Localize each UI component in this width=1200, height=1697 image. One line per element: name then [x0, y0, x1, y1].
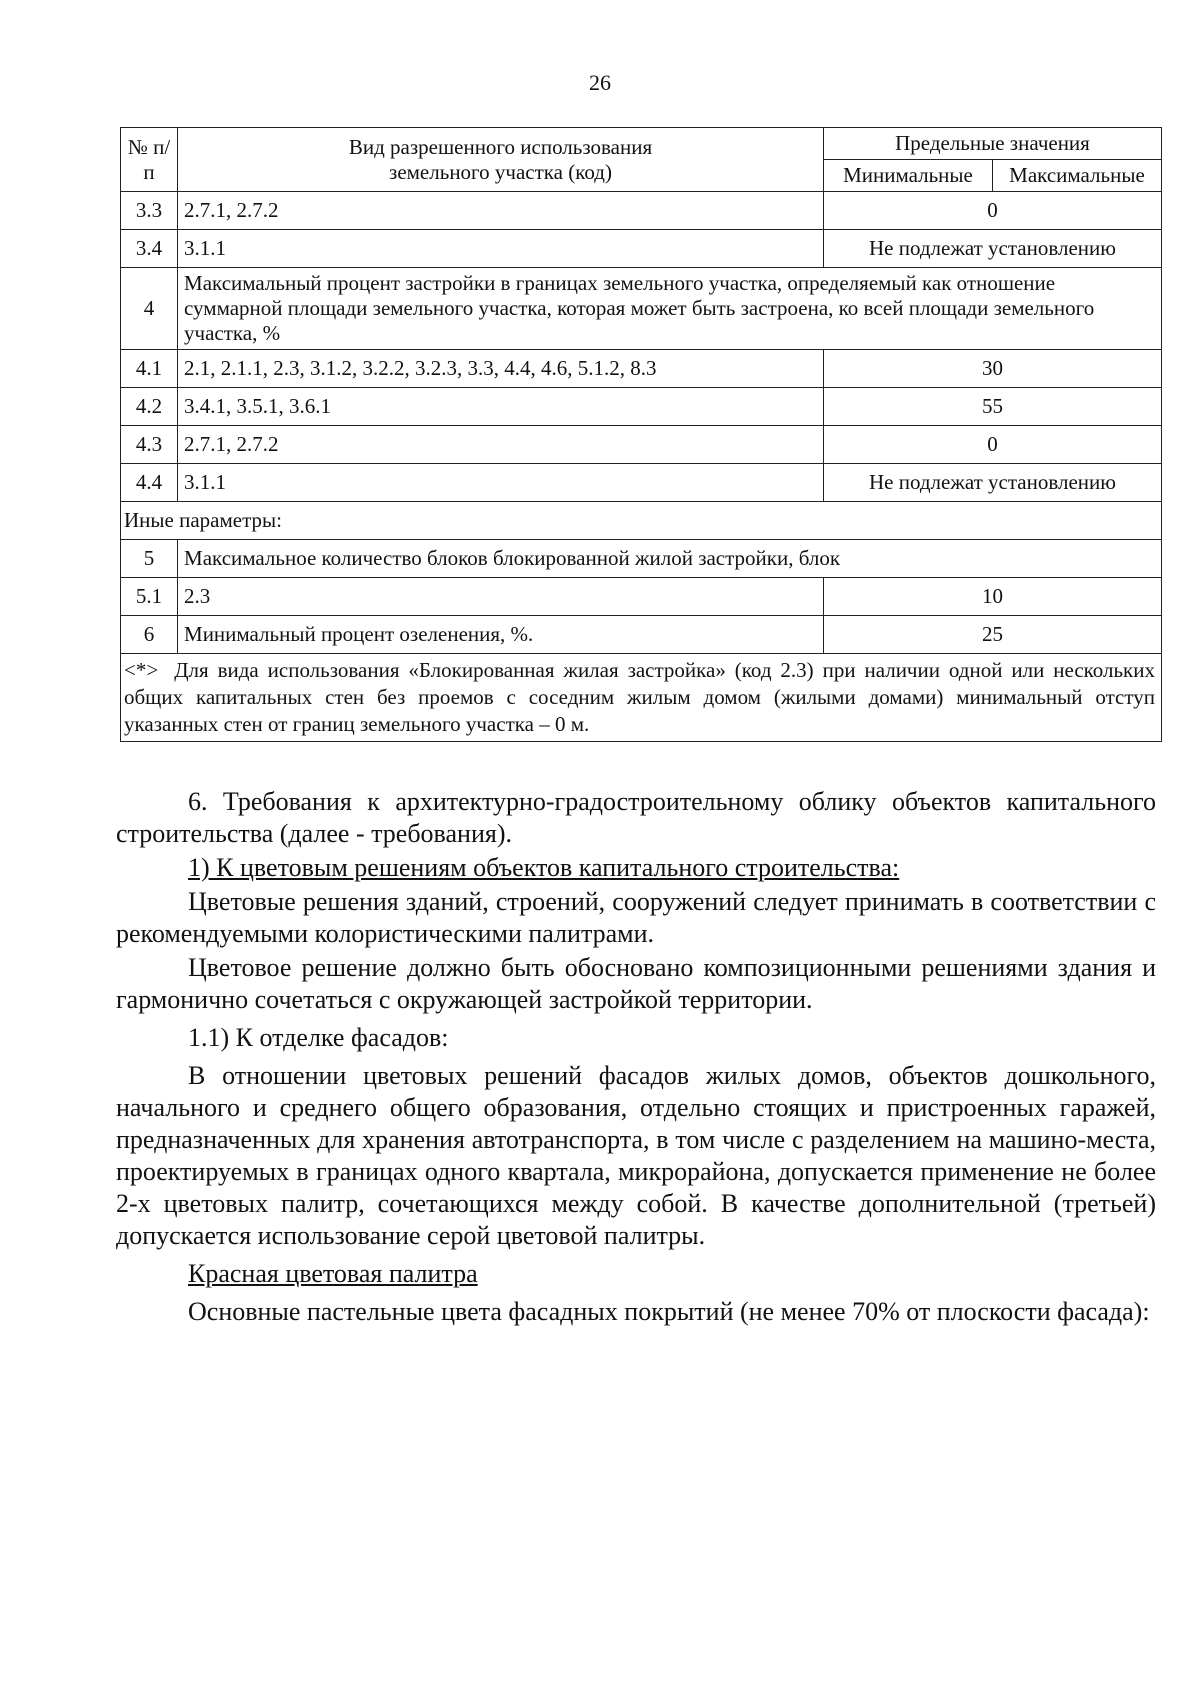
header-min: Минимальные: [823, 160, 992, 192]
header-limits: Предельные значения: [823, 128, 1161, 160]
parameters-table: [120, 127, 1162, 742]
table-row: [121, 192, 1162, 230]
row-value: 55: [823, 388, 1161, 426]
row-value: 30: [823, 350, 1161, 388]
table-section-row: [121, 502, 1162, 540]
row-code: 2.1, 2.1.1, 2.3, 3.1.2, 3.2.2, 3.2.3, 3.3, 4.4, 4.6, 5.1.2, 8.3: [178, 350, 824, 388]
note-tag: <*>: [124, 658, 159, 682]
row-num: 5.1: [121, 578, 178, 616]
table-note-row: [121, 654, 1162, 742]
row-value: Не подлежат установлению: [823, 464, 1161, 502]
table-row: [121, 230, 1162, 268]
row-num: 4.3: [121, 426, 178, 464]
table-row: [121, 578, 1162, 616]
paragraph-color-solutions: Цветовые решения зданий, строений, сооружений следует принимать в соответствии с рекомендуемыми колористическими палитрами.: [116, 887, 1156, 948]
row-num: 4.4: [121, 464, 178, 502]
header-type-text: Вид разрешенного использования земельного участка (код): [348, 134, 653, 184]
header-max: Максимальные: [992, 160, 1161, 192]
row-code: 2.7.1, 2.7.2: [178, 192, 824, 230]
table-row: [121, 268, 1162, 350]
row-value: Не подлежат установлению: [823, 230, 1161, 268]
table-row: [121, 426, 1162, 464]
paragraph-red-palette: [116, 1258, 1156, 1290]
paragraph-color-heading: [116, 852, 1156, 884]
table-row: [121, 464, 1162, 502]
row-num: 5: [121, 540, 178, 578]
row-value: 0: [823, 192, 1161, 230]
red-palette-heading: Красная цветовая палитра: [188, 1259, 478, 1288]
table-row: [121, 388, 1162, 426]
row-value: 0: [823, 426, 1161, 464]
paragraph-facade-heading: 1.1) К отделке фасадов:: [188, 1023, 449, 1052]
row-code: Минимальный процент озеленения, %.: [178, 616, 824, 654]
row-code: 3.1.1: [178, 230, 824, 268]
row-num: 3.4: [121, 230, 178, 268]
paragraph-color-justification: Цветовое решение должно быть обосновано композиционными решениями здания и гармонично сочетаться с окружающей застройкой территории.: [116, 953, 1156, 1014]
row-num: 4.2: [121, 388, 178, 426]
paragraph-pastel-colors: Основные пастельные цвета фасадных покрытий (не менее 70% от плоскости фасада):: [188, 1297, 1150, 1326]
table-row: [121, 350, 1162, 388]
row-num: 4: [121, 268, 178, 350]
row-num: 3.3: [121, 192, 178, 230]
row-value: 25: [823, 616, 1161, 654]
row-code: 3.1.1: [178, 464, 824, 502]
table-note: [121, 654, 1162, 742]
paragraph-facade-rules: В отношении цветовых решений фасадов жилых домов, объектов дошкольного, начального и среднего общего образования, отдельно стоящих и пристроенных гаражей, предназначенных для хранения автотранспорта, в том числе с разделением на машино-места, проектируемых в границах одного квартала, микрорайона, допускается применение не более 2-х цветовых палитр, сочетающихся между собой. В качестве дополнительной (третьей) допускается использование серой цветовой палитры.: [116, 1061, 1156, 1250]
row-description: Максимальный процент застройки в границах земельного участка, определяемый как отношение суммарной площади земельного участка, которая может быть застроена, ко всей площади земельного участка, %: [178, 268, 1162, 350]
table-header-row: [121, 128, 1162, 160]
header-type: [178, 128, 824, 192]
row-num: 6: [121, 616, 178, 654]
section-label: Иные параметры:: [121, 502, 1162, 540]
body-text: [116, 786, 1156, 1330]
table-row: [121, 616, 1162, 654]
row-num: 4.1: [121, 350, 178, 388]
row-value: 10: [823, 578, 1161, 616]
row-code: 3.4.1, 3.5.1, 3.6.1: [178, 388, 824, 426]
table-row: [121, 540, 1162, 578]
paragraph-requirements: 6. Требования к архитектурно-градостроительному облику объектов капитального строительства (далее - требования).: [116, 787, 1156, 848]
row-description: Максимальное количество блоков блокированной жилой застройки, блок: [178, 540, 1162, 578]
page-number: 26: [589, 70, 611, 95]
color-heading-text: 1) К цветовым решениям объектов капитального строительства:: [188, 853, 900, 882]
row-code: 2.7.1, 2.7.2: [178, 426, 824, 464]
note-text: Для вида использования «Блокированная жилая застройка» (код 2.3) при наличии одной или нескольких общих капитальных стен без проемов с соседним жилым домом (жилыми домами) минимальный отступ указанных стен от границ земельного участка – 0 м.: [124, 658, 1155, 736]
row-code: 2.3: [178, 578, 824, 616]
header-num: № п/п: [121, 128, 178, 192]
